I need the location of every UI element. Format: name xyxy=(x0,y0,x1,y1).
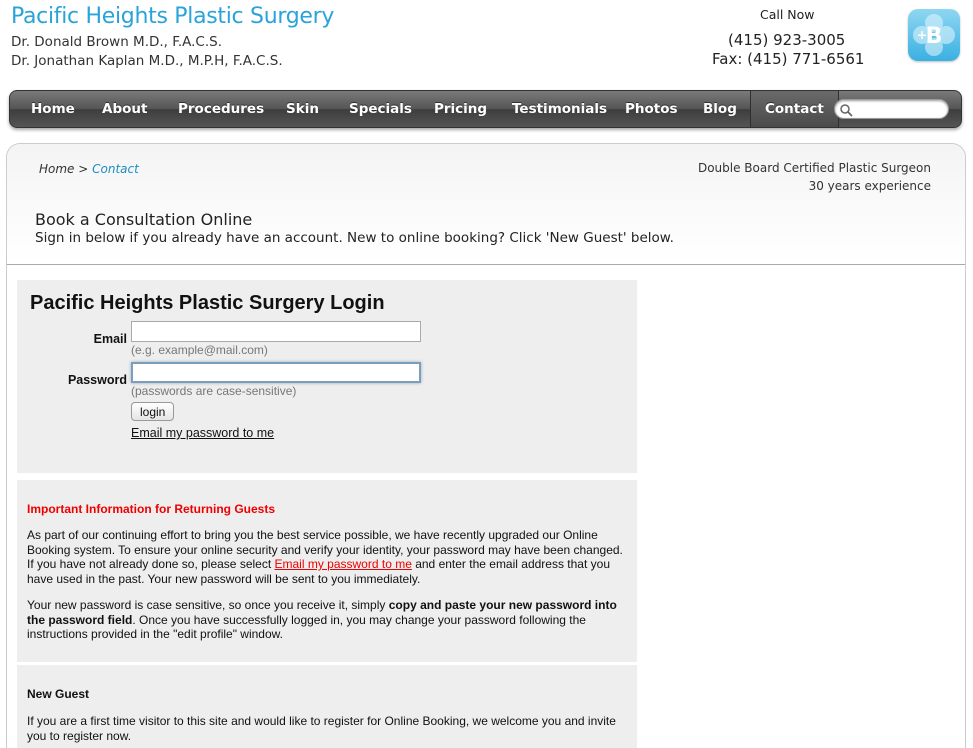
email-hint: (e.g. example@mail.com) xyxy=(131,343,268,357)
email-password-link[interactable]: Email my password to me xyxy=(131,426,275,440)
email-password-inline-link[interactable]: Email my password to me xyxy=(274,557,412,571)
info-p2-bold: copy and paste your new password into the password field xyxy=(27,598,617,627)
tagline-experience: 30 years experience xyxy=(808,179,931,193)
svg-text:B: B xyxy=(925,24,943,49)
page-subtitle: Sign in below if you already have an account. New to online booking? Click 'New Guest' below. xyxy=(35,230,674,246)
info-heading: Important Information for Returning Guests xyxy=(27,502,275,516)
breadcrumb xyxy=(39,162,139,176)
info-p2-text-a: Your new password is case sensitive, so once you receive it, simply xyxy=(27,598,389,612)
nav-pricing[interactable]: Pricing xyxy=(434,101,488,117)
nav-photos[interactable]: Photos xyxy=(625,101,678,117)
phone-number[interactable]: (415) 923-3005 xyxy=(728,31,846,49)
returning-guests-info-panel xyxy=(17,480,637,662)
svg-text:+: + xyxy=(916,28,928,42)
breadcrumb-home[interactable]: Home xyxy=(39,162,75,176)
nav-contact[interactable]: Contact xyxy=(750,91,839,127)
breadcrumb-separator: > xyxy=(74,162,93,176)
tagline-board-certified: Double Board Certified Plastic Surgeon xyxy=(697,161,931,175)
doctor-name-kaplan: Dr. Jonathan Kaplan M.D., M.P.H, F.A.C.S. xyxy=(11,53,283,69)
new-guest-heading: New Guest xyxy=(27,687,90,701)
info-p1-text-a: As part of our continuing effort to bring you the best service possible, we have recently upgraded our Online Booking system. To ensure your online security and verify your identity, your password may have been changed. If you have not already done so, please select xyxy=(27,528,623,571)
page-header-band xyxy=(7,144,965,265)
nav-home[interactable]: Home xyxy=(31,101,75,117)
main-nav xyxy=(9,90,962,128)
login-button[interactable]: login xyxy=(131,402,174,421)
nav-search-box[interactable] xyxy=(834,99,949,119)
nav-skin[interactable]: Skin xyxy=(286,101,319,117)
password-field[interactable] xyxy=(131,362,421,383)
search-input[interactable] xyxy=(855,101,945,117)
new-guest-panel xyxy=(17,665,637,748)
page-title: Book a Consultation Online xyxy=(35,210,253,229)
nav-testimonials[interactable]: Testimonials xyxy=(512,101,608,117)
nav-about[interactable]: About xyxy=(102,101,148,117)
login-panel xyxy=(17,280,637,473)
nav-specials[interactable]: Specials xyxy=(349,101,412,117)
call-now-label: Call Now xyxy=(760,7,815,22)
login-title: Pacific Heights Plastic Surgery Login xyxy=(30,292,385,314)
new-guest-paragraph: If you are a first time visitor to this site and would like to register for Online Booking, we welcome you and invite you to register now. xyxy=(27,714,616,743)
nav-procedures[interactable]: Procedures xyxy=(178,101,265,117)
booking-b-logo-icon[interactable] xyxy=(908,9,960,61)
info-p1-text-b: and enter the email address that you have used in the past. Your new password will be sent to you immediately. xyxy=(27,557,610,586)
doctor-name-brown: Dr. Donald Brown M.D., F.A.C.S. xyxy=(11,34,223,50)
password-hint: (passwords are case-sensitive) xyxy=(131,384,297,398)
search-icon xyxy=(839,103,853,117)
site-title[interactable]: Pacific Heights Plastic Surgery xyxy=(11,4,335,29)
info-paragraph-1 xyxy=(27,528,627,586)
email-field[interactable] xyxy=(131,321,421,342)
fax-number: Fax: (415) 771-6561 xyxy=(712,50,865,68)
password-label: Password xyxy=(67,373,127,387)
breadcrumb-contact[interactable]: Contact xyxy=(92,162,139,176)
email-label: Email xyxy=(93,332,127,346)
info-p2-text-b: . Once you have successfully logged in, you may change your password following the instructions provided in the "edit profile" window. xyxy=(27,612,586,641)
info-paragraph-2 xyxy=(27,598,627,642)
nav-blog[interactable]: Blog xyxy=(703,101,737,117)
